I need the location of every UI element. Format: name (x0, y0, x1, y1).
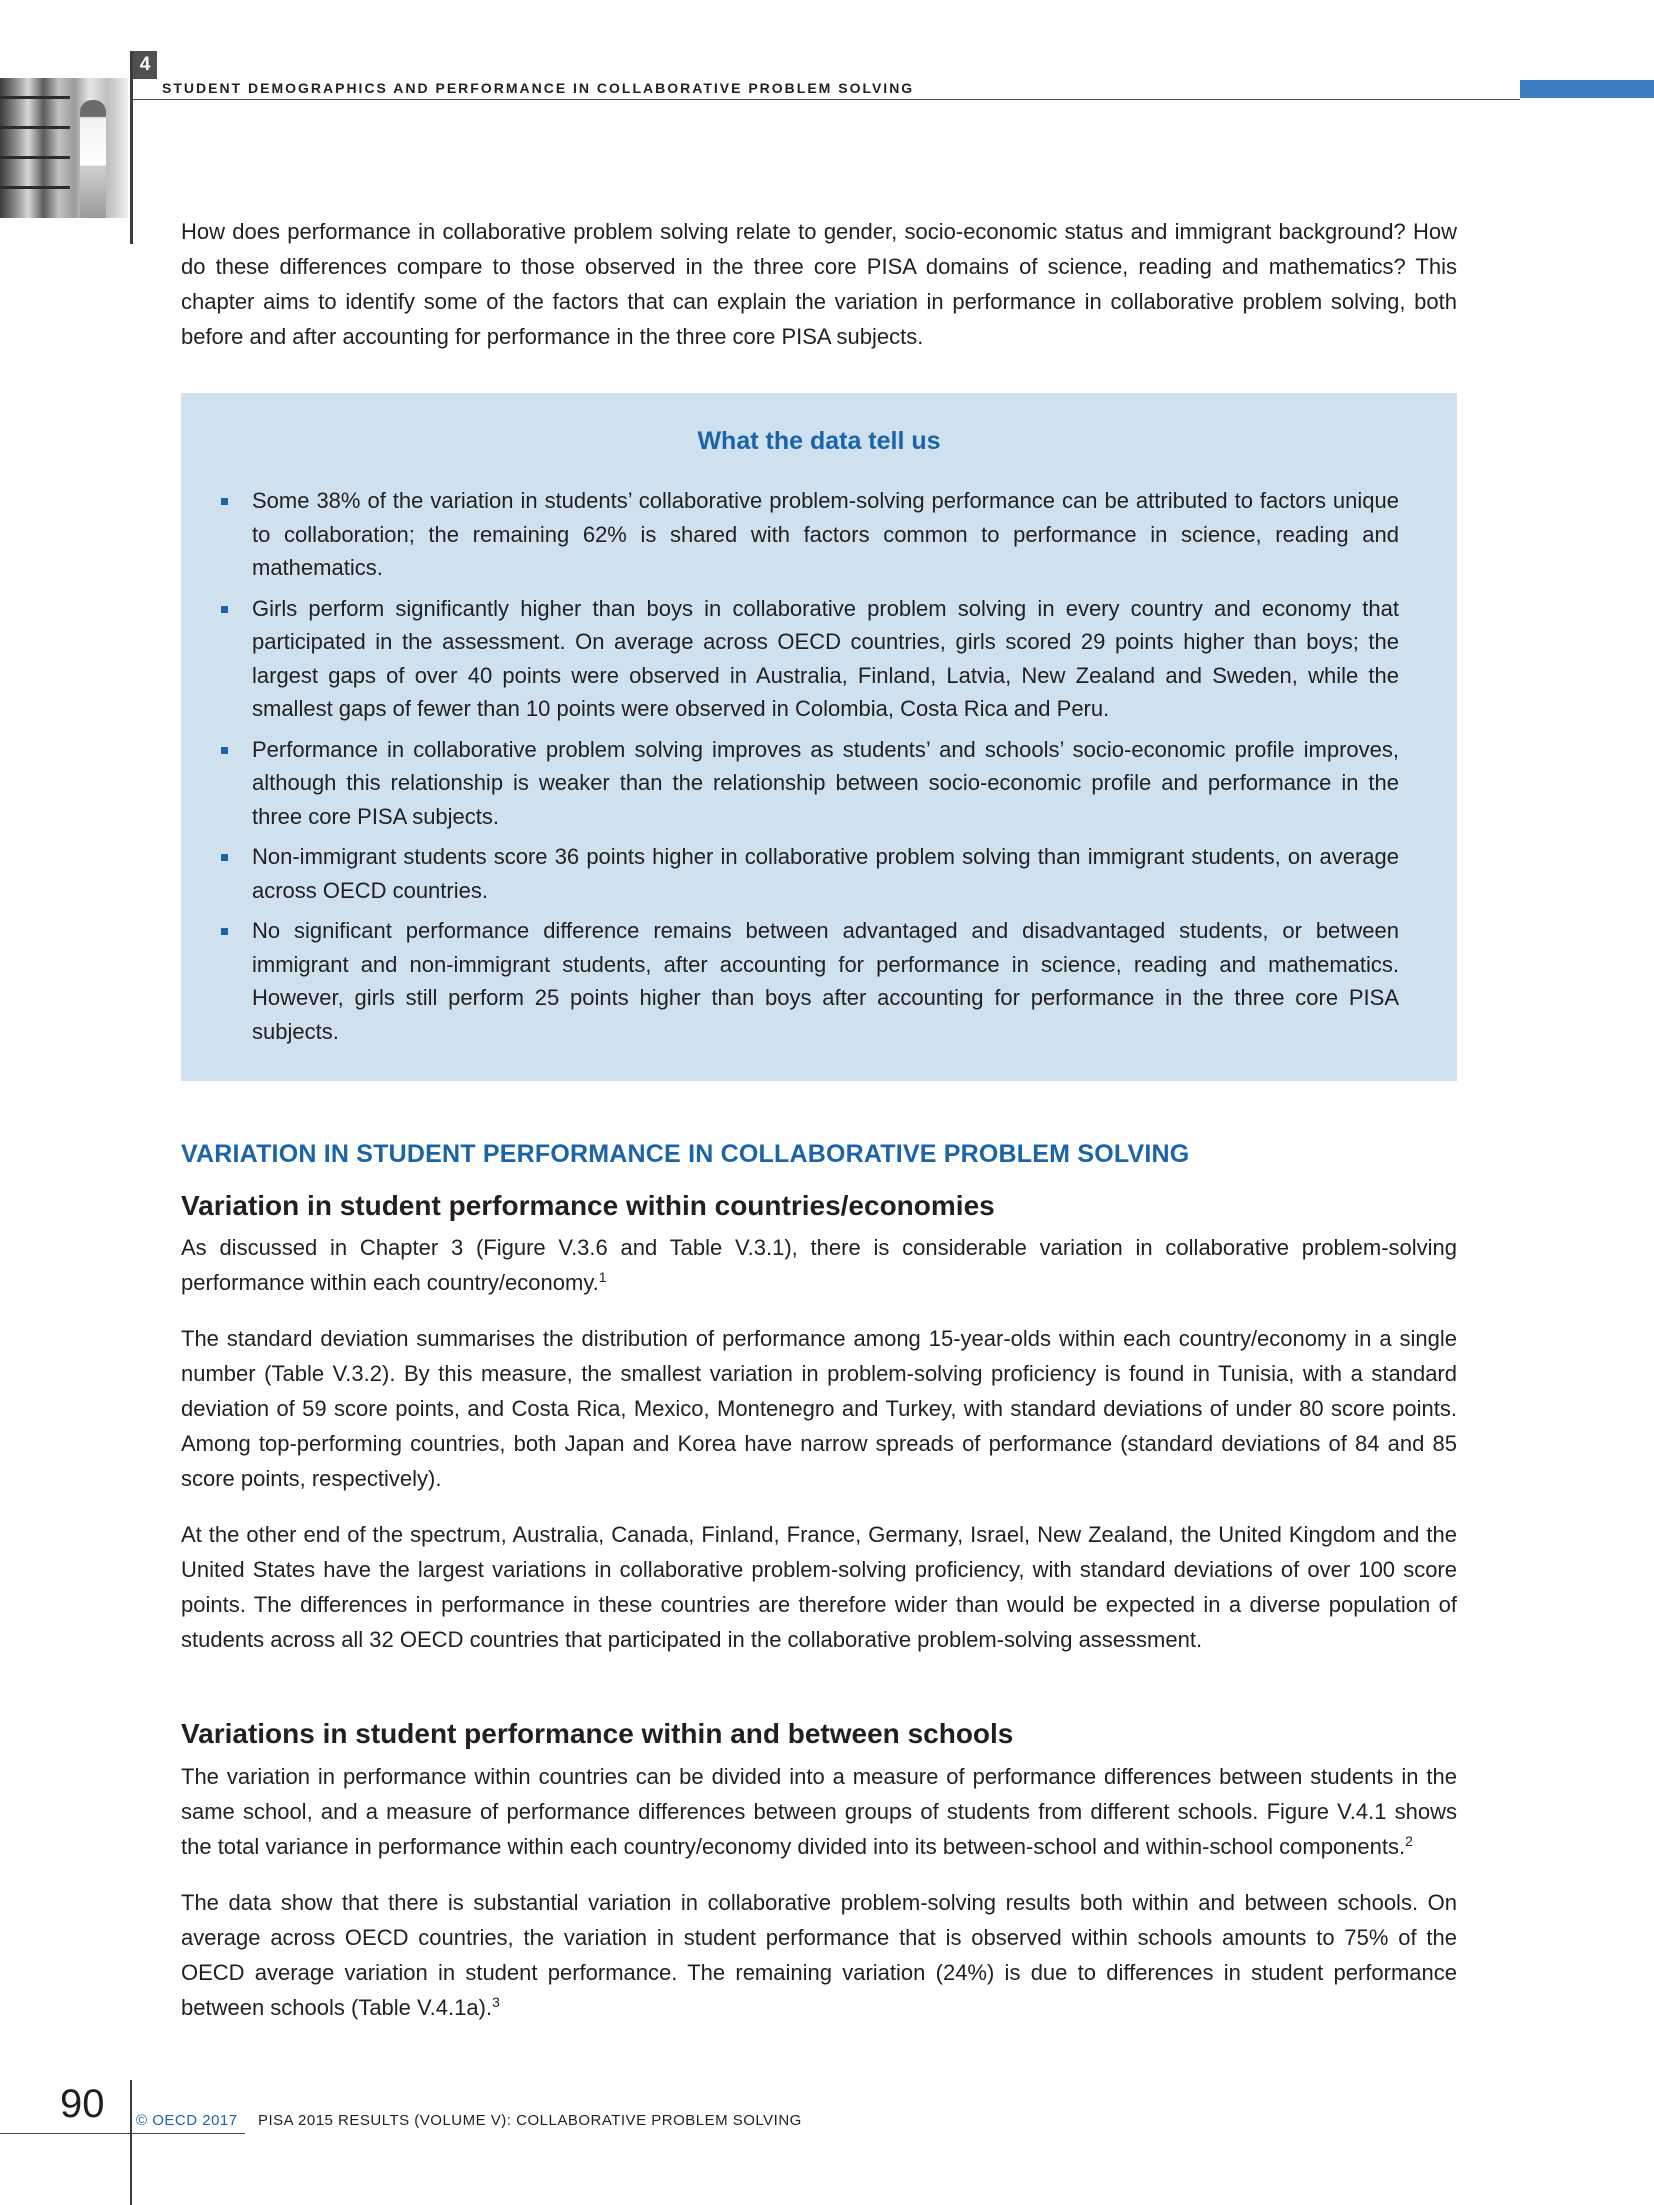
chapter-header-photo (0, 78, 128, 218)
footer-vertical-rule (130, 2080, 132, 2205)
chapter-number: 4 (133, 51, 157, 79)
header-vertical-rule (130, 51, 133, 244)
header-accent-bar (1520, 80, 1654, 98)
subheading-within-between-schools: Variations in student performance within and between schools (181, 1718, 1014, 1749)
finding-item: Non-immigrant students score 36 points higher in collaborative problem solving than immigrant students, on average across OECD countries. (219, 840, 1399, 907)
key-findings-box (181, 393, 1457, 1081)
paragraph: The standard deviation summarises the distribution of performance among 15-year-olds within each country/economy in a single number (Table V.3.2). By this measure, the smallest variation in problem-solving proficiency is found in Tunisia, with a standard deviation of 59 score points, and Costa Rica, Mexico, Montenegro and Turkey, with standard deviations of under 80 score points. Among top-performing countries, both Japan and Korea have narrow spreads of performance (standard deviations of 84 and 85 score points, respectively). (181, 1326, 1457, 1491)
key-findings-list (219, 484, 1399, 1055)
paragraph-text: The variation in performance within countries can be divided into a measure of performance differences between students in the same school, and a measure of performance differences between groups of students from different schools. Figure V.4.1 shows the total variance in performance within each country/economy divided into its between-school and within-school components. (181, 1764, 1457, 1859)
footer-rule (0, 2133, 245, 2134)
footer-publication-title: PISA 2015 RESULTS (VOLUME V): COLLABORATIVE PROBLEM SOLVING (258, 2112, 802, 2129)
intro-paragraph: How does performance in collaborative problem solving relate to gender, socio-economic status and immigrant background? How do these differences compare to those observed in the three core PISA domains of science, reading and mathematics? This chapter aims to identify some of the factors that can explain the variation in performance in collaborative problem solving, both before and after accounting for performance in the three core PISA subjects. (181, 219, 1457, 349)
paragraph: At the other end of the spectrum, Australia, Canada, Finland, France, Germany, Israel, New Zealand, the United Kingdom and the United States have the largest variations in collaborative problem-solving proficiency, with standard deviations of over 100 score points. The differences in performance in these countries are therefore wider than would be expected in a diverse population of students across all 32 OECD countries that participated in the collaborative problem-solving assessment. (181, 1522, 1457, 1652)
key-findings-title: What the data tell us (697, 427, 941, 455)
subheading-within-countries: Variation in student performance within countries/economies (181, 1190, 995, 1221)
finding-item: No significant performance difference remains between advantaged and disadvantaged students, or between immigrant and non-immigrant students, after accounting for performance in science, reading and mathematics. However, girls still perform 25 points higher than boys after accounting for performance in the three core PISA subjects. (219, 914, 1399, 1048)
finding-item: Girls perform significantly higher than boys in collaborative problem solving in every country and economy that participated in the assessment. On average across OECD countries, girls scored 29 points higher than boys; the largest gaps of over 40 points were observed in Australia, Finland, Latvia, New Zealand and Sweden, while the smallest gaps of fewer than 10 points were observed in Colombia, Costa Rica and Peru. (219, 592, 1399, 726)
footnote-marker: 2 (1405, 1833, 1413, 1849)
section-heading: VARIATION IN STUDENT PERFORMANCE IN COLLABORATIVE PROBLEM SOLVING (181, 1140, 1190, 1168)
paragraph (181, 1885, 1457, 2025)
finding-item: Some 38% of the variation in students’ collaborative problem-solving performance can be attributed to factors unique to collaboration; the remaining 62% is shared with factors common to performance in science, reading and mathematics. (219, 484, 1399, 585)
footer-copyright: © OECD 2017 (136, 2112, 238, 2129)
paragraph-text: The data show that there is substantial variation in collaborative problem-solving results both within and between schools. On average across OECD countries, the variation in student performance that is observed within schools amounts to 75% of the OECD average variation in student performance. The remaining variation (24%) is due to differences in student performance between schools (Table V.4.1a). (181, 1890, 1457, 2020)
header-rule (133, 99, 1520, 100)
finding-item: Performance in collaborative problem solving improves as students’ and schools’ socio-economic profile improves, although this relationship is weaker than the relationship between socio-economic profile and performance in the three core PISA subjects. (219, 733, 1399, 834)
footnote-marker: 3 (492, 1994, 500, 2010)
running-title: STUDENT DEMOGRAPHICS AND PERFORMANCE IN COLLABORATIVE PROBLEM SOLVING (162, 80, 915, 96)
paragraph (181, 1230, 1457, 1300)
paragraph-text: As discussed in Chapter 3 (Figure V.3.6 and Table V.3.1), there is considerable variation in collaborative problem-solving performance within each country/economy. (181, 1235, 1457, 1295)
paragraph (181, 1759, 1457, 1864)
footnote-marker: 1 (598, 1269, 607, 1285)
page-number: 90 (60, 2082, 105, 2126)
